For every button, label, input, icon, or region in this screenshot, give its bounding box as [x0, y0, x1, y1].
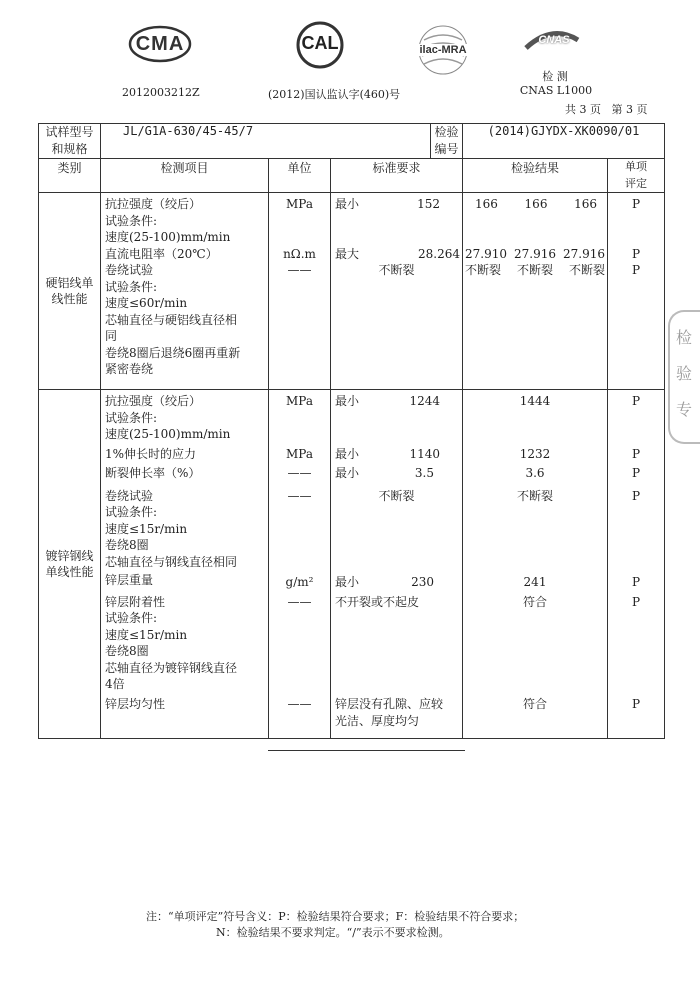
cnas-caption: 检 测: [542, 70, 568, 83]
category-aluminium: 硬铝线单 线性能: [39, 193, 101, 390]
page-info: 共 3 页 第 3 页: [565, 103, 648, 116]
standards-steel: 最小 1244 最小 1140 最小 3.5 不断裂 最小 230 不开裂或不起皮 锌层没有孔隙、应较 光洁、厚度均匀: [331, 390, 463, 739]
list-item: 紧密卷绕: [105, 362, 154, 376]
list-item: 抗拉强度（绞后）: [105, 197, 202, 211]
list-item: 卷绕8圈: [105, 538, 149, 552]
list-item: 速度≤15r/min: [105, 521, 188, 536]
section-steel-wire: [39, 390, 665, 739]
list-item: 速度≤60r/min: [105, 296, 188, 310]
ilac-mra-logo: ilac-MRA: [414, 22, 472, 82]
list-item: 断裂伸长率（%）: [105, 466, 201, 480]
list-item: 1%伸长时的应力: [105, 446, 197, 461]
list-item: 速度(25-100)mm/min: [105, 230, 231, 244]
list-item: 卷绕8圈后退绕6圈再重新: [105, 345, 241, 360]
cma-logo: CMA: [128, 24, 192, 64]
list-item: 同: [105, 329, 118, 343]
list-item: 卷绕8圈: [105, 644, 149, 658]
col-standard: 标准要求: [331, 159, 463, 193]
end-rule: [268, 750, 465, 751]
units-aluminium: MPa nΩ.m ——: [269, 193, 331, 390]
list-item: 芯轴直径与硬铝线直径相: [105, 312, 238, 327]
units-steel: MPa MPa —— —— g/m² —— ——: [269, 390, 331, 739]
footer-note-1: 注：“单项评定”符号含义：P：检验结果符合要求；F：检验结果不符合要求；: [146, 910, 525, 923]
footer-note-2: N：检验结果不要求判定。“/”表示不要求检测。: [216, 926, 450, 939]
items-aluminium: [101, 193, 269, 390]
list-item: 速度≤15r/min: [105, 627, 188, 642]
results-aluminium: 166 166 166 27.910 27.916 27.916 不断裂 不断裂 不断裂: [463, 193, 608, 390]
items-steel: [101, 390, 269, 739]
list-item: 抗拉强度（绞后）: [105, 394, 202, 408]
cma-number: 2012003212Z: [122, 86, 200, 99]
list-item: 试验条件:: [105, 213, 158, 228]
list-item: 试验条件:: [105, 611, 158, 625]
cal-number: (2012)国认监认字(460)号: [268, 88, 401, 101]
category-steel: 镀锌钢线 单线性能: [39, 390, 101, 739]
list-item: 卷绕试验: [105, 263, 154, 277]
list-item: 卷绕试验: [105, 488, 154, 503]
sample-model-value: JL/G1A-630/45-45/7: [101, 124, 431, 159]
inspection-number-label: 检验 编号: [431, 124, 463, 159]
sample-row: [39, 124, 665, 159]
cal-logo: CAL: [285, 20, 355, 70]
list-item: 4倍: [105, 677, 125, 691]
cnas-number: CNAS L1000: [519, 84, 593, 97]
list-item: 锌层附着性: [105, 594, 166, 609]
list-item: 试验条件:: [105, 505, 158, 519]
list-item: 速度(25-100)mm/min: [105, 427, 231, 441]
list-item: 芯轴直径为镀锌钢线直径: [105, 660, 238, 675]
inspection-seal-stamp: 检验 专: [668, 310, 700, 444]
list-item: 锌层重量: [105, 573, 154, 587]
section-aluminium-wire: [39, 193, 665, 390]
standards-aluminium: 最小 152 最大 28.264 不断裂: [331, 193, 463, 390]
col-result: 检验结果: [463, 159, 608, 193]
list-item: 试验条件:: [105, 279, 158, 294]
list-item: 锌层均匀性: [105, 696, 166, 711]
column-header-row: [39, 159, 665, 193]
test-report-table: [38, 123, 665, 739]
col-unit: 单位: [269, 159, 331, 193]
list-item: 试验条件:: [105, 410, 158, 425]
verdicts-steel: P P P P P P P: [608, 390, 665, 739]
col-category: 类别: [39, 159, 101, 193]
verdicts-aluminium: P P P: [608, 193, 665, 390]
cnas-logo: CNAS: [522, 26, 582, 56]
col-item: 检测项目: [101, 159, 269, 193]
sample-model-label: 试样型号 和规格: [39, 124, 101, 159]
inspection-number-value: (2014)GJYDX-XK0090/01: [463, 124, 665, 159]
col-verdict: 单项 评定: [608, 159, 665, 193]
results-steel: 1444 1232 3.6 不断裂 241 符合 符合: [463, 390, 608, 739]
list-item: 芯轴直径与钢线直径相同: [105, 554, 238, 569]
list-item: 直流电阻率（20℃）: [105, 246, 218, 261]
